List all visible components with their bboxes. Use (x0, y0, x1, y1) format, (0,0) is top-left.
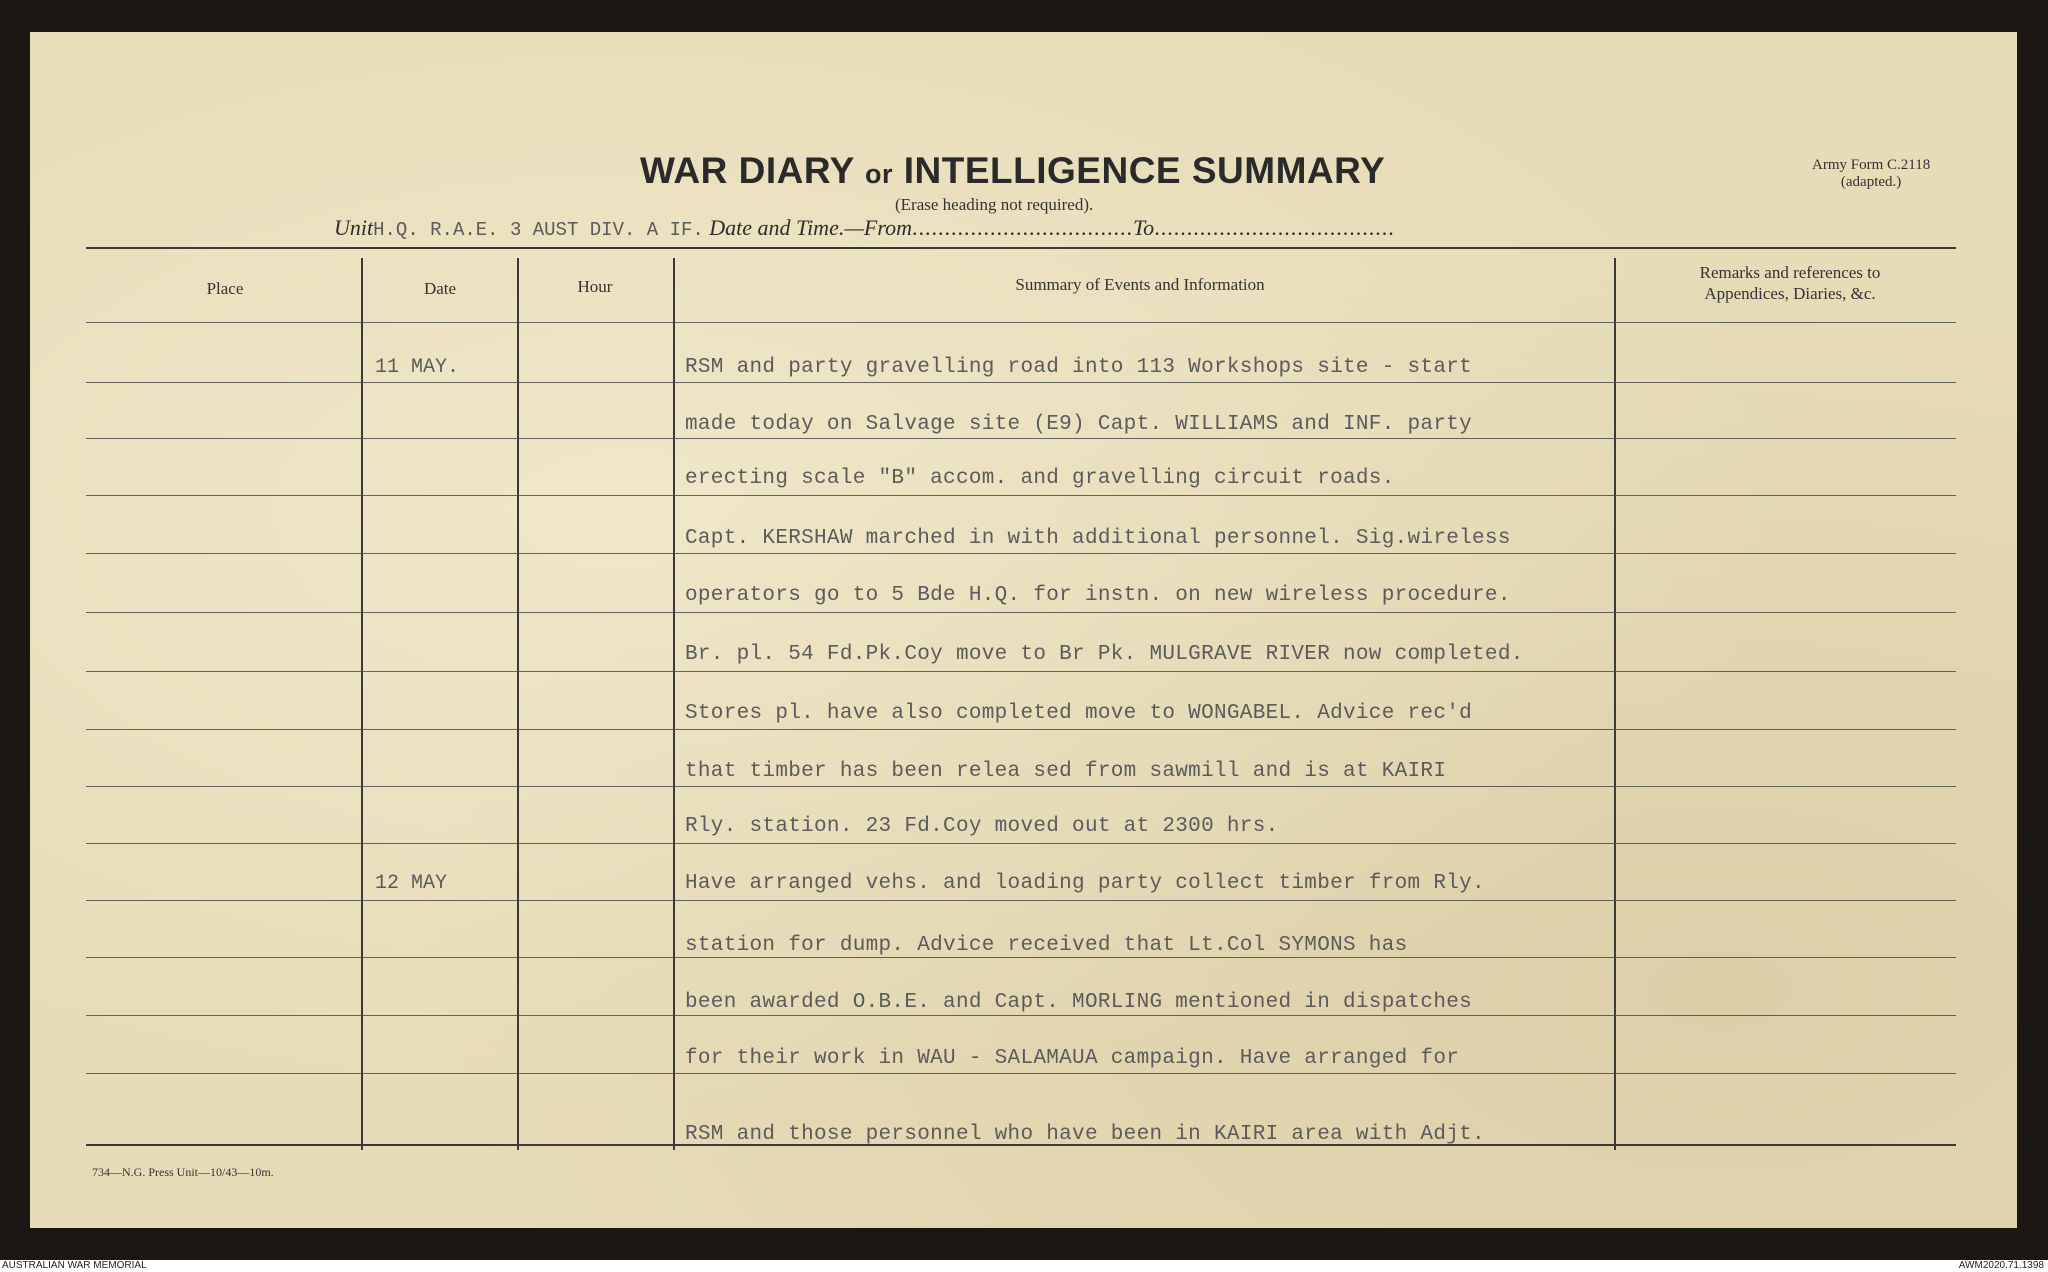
title-war-diary: WAR DIARY (640, 150, 855, 191)
diary-entry-line: made today on Salvage site (E9) Capt. WILLIAMS and INF. party (685, 413, 1473, 436)
ruled-line (86, 957, 1956, 958)
ruled-line (86, 382, 1956, 383)
archive-credit: AUSTRALIAN WAR MEMORIAL (2, 1260, 147, 1271)
printer-imprint: 734—N.G. Press Unit—10/43—10m. (92, 1165, 274, 1179)
form-title (640, 150, 1385, 192)
ruled-line (86, 612, 1956, 613)
column-header-place: Place (206, 279, 244, 298)
column-header-summary: Summary of Events and Information (1015, 275, 1265, 294)
diary-entry-line: Capt. KERSHAW marched in with additional personnel. Sig.wireless (685, 527, 1511, 550)
divider-place-date (361, 258, 363, 1150)
diary-entry-line: RSM and party gravelling road into 113 Workshops site - start (685, 356, 1473, 379)
entry-date: 11 MAY. (375, 356, 460, 379)
ruled-line (86, 438, 1956, 439)
ruled-line (86, 1073, 1956, 1074)
diary-entry-line: RSM and those personnel who have been in KAIRI area with Adjt. (685, 1123, 1485, 1146)
divider-date-hour (517, 258, 519, 1150)
ruled-line (86, 729, 1956, 730)
erase-note: (Erase heading not required). (895, 195, 1094, 214)
column-header-remarks (1640, 262, 1940, 304)
army-form-label (1812, 157, 1930, 191)
unit-label: Unit (334, 215, 374, 240)
diary-entry-line: station for dump. Advice received that Lt.Col SYMONS has (685, 934, 1408, 957)
diary-entry-line: Br. pl. 54 Fd.Pk.Coy move to Br Pk. MULGRAVE RIVER now completed. (685, 643, 1524, 666)
diary-entry-line: been awarded O.B.E. and Capt. MORLING mentioned in dispatches (685, 991, 1473, 1014)
army-form-number: Army Form C.2118 (1812, 157, 1931, 173)
to-label: To (1132, 215, 1155, 240)
title-intelligence-summary: INTELLIGENCE SUMMARY (903, 150, 1386, 191)
table-top-rule (86, 247, 1956, 249)
from-dots: .................................. (911, 215, 1133, 240)
ruled-line (86, 843, 1956, 844)
diary-entry-line: Have arranged vehs. and loading party collect timber from Rly. (685, 872, 1485, 895)
diary-entry-line: Rly. station. 23 Fd.Coy moved out at 2300 hrs. (685, 815, 1279, 838)
ruled-line (86, 322, 1956, 323)
remarks-line-2: Appendices, Diaries, &c. (1704, 284, 1876, 303)
column-header-hour: Hour (577, 277, 613, 296)
divider-summary-remarks (1614, 258, 1616, 1150)
ruled-line (86, 671, 1956, 672)
ruled-line (86, 1015, 1956, 1016)
to-dots: ..................................... (1154, 215, 1395, 240)
diary-entry-line: that timber has been relea sed from sawmill and is at KAIRI (685, 760, 1447, 783)
ruled-line (86, 495, 1956, 496)
archive-reference: AWM2020.71.1398 (1958, 1260, 2044, 1271)
ruled-line (86, 553, 1956, 554)
diary-entry-line: for their work in WAU - SALAMAUA campaign. Have arranged for (685, 1047, 1460, 1070)
army-form-adapted: (adapted.) (1840, 174, 1902, 190)
diary-entry-line: Stores pl. have also completed move to WONGABEL. Advice rec'd (685, 702, 1473, 725)
unit-row (334, 215, 1395, 241)
entry-date: 12 MAY (375, 872, 448, 895)
title-or: or (864, 159, 893, 189)
column-header-date: Date (423, 279, 457, 298)
divider-hour-summary (673, 258, 675, 1150)
ruled-line (86, 900, 1956, 901)
unit-value: H.Q. R.A.E. 3 AUST DIV. A IF. (373, 219, 704, 241)
ruled-line (86, 786, 1956, 787)
diary-entry-line: operators go to 5 Bde H.Q. for instn. on new wireless procedure. (685, 584, 1511, 607)
remarks-line-1: Remarks and references to (1699, 263, 1881, 282)
date-time-label: Date and Time.—From (709, 215, 912, 240)
diary-entry-line: erecting scale "B" accom. and gravelling circuit roads. (685, 467, 1395, 490)
